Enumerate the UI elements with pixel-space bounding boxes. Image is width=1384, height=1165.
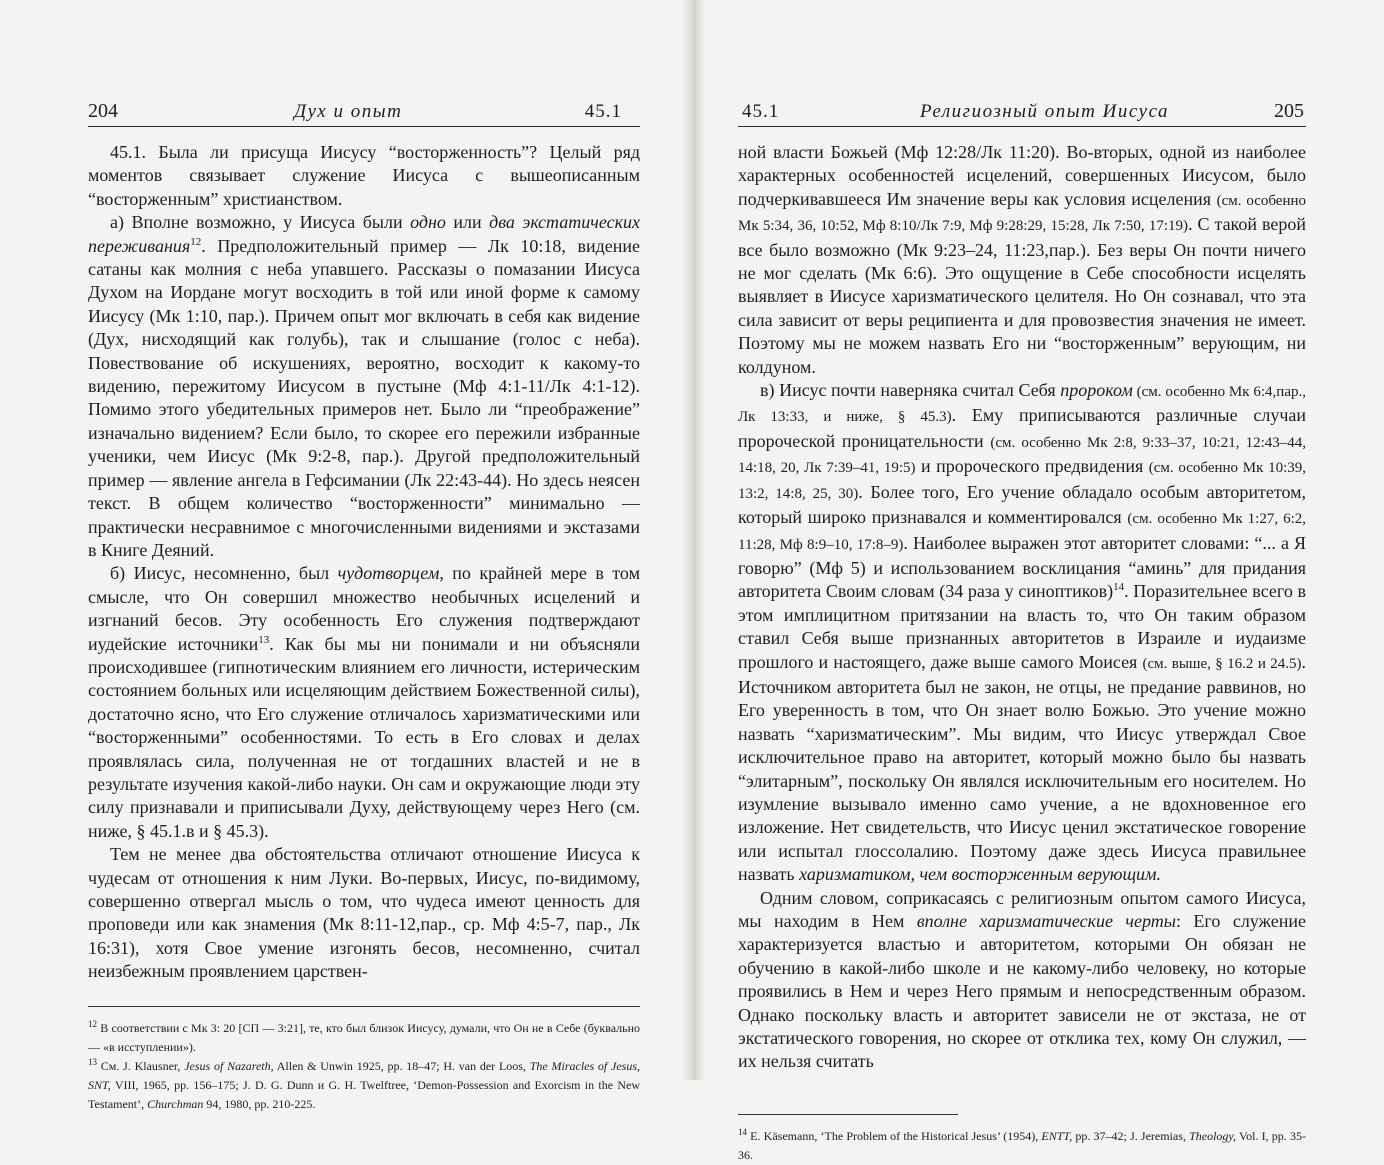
page-body (88, 141, 640, 984)
running-title: Религиозный опыт Иисуса (920, 101, 1170, 122)
paragraph: а) Вполне возможно, у Иисуса были одно или два экстатических переживания$^{12}$. Предположительный пример — Лк 10:18, видение сатаны как молния с неба упавшего. Рассказы о помазании Иисуса Духом на Иордане могут восходить в той или иной форме к самому Иисусу (Мк 1:10, пар.). Причем опыт мог включать в себя как видение (Дух, нисходящий как голубь), так и слышание (голос с неба). Повествование об искушениях, вероятно, восходит к какому-то видению, пережитому Иисусом в пустыне (Мф 4:1-11/Лк 4:1-12). Помимо этого убедительных примеров нет. Было ли “преображение” изначально видением? Если было, то скорее его пережили избранные ученики, чем Иисус (Мк 9:2-8, пар.). Другой предположительный пример — явление ангела в Гефсимании (Лк 22:43-44). Но здесь неясен текст. В общем количество “восторженности” минимально — практически несравнимое с многочисленными видениями и экстазами в Книге Деяний. (88, 212, 641, 560)
paragraph: Тем не менее два обстоятельства отличают отношение Иисуса к чудесам от отношения к ним Луки. Во-первых, Иисус, по-видимому, совершенно отвергал мысль о том, что чудеса имеют ценность для проповеди или как знамения (Мк 8:11-12,пар., ср. Мф 4:5-7, пар., Лк 16:31), хотя Свое умение изгонять бесов, несомненно, считал неизбежным проявлением царствен- (88, 844, 640, 982)
running-title: Дух и опыт (294, 101, 403, 122)
book-gutter (682, 0, 706, 1080)
right-page (738, 96, 1306, 1165)
page-number: 205 (1274, 100, 1304, 122)
footnote-ref[interactable]: 14 (1113, 581, 1125, 594)
footnote-ref[interactable]: 13 (258, 633, 270, 646)
footnote-divider (738, 1114, 958, 1115)
footnotes (88, 1019, 640, 1114)
left-page (88, 96, 640, 1114)
running-head-left (88, 96, 640, 127)
paragraph: ной власти Божьей (Мф 12:28/Лк 11:20). Во-вторых, одной из наиболее характерных особенностей исцелений, совершенных Иисусом, было подчеркивавшееся Им значение веры как условия исцеления (см. особенно Мк 5:34, 36, 10:52, Мф 8:10/Лк 7:9, Мф 9:28:29, 15:28, Лк 7:50, 17:19). С такой верой все было возможно (Мк 9:23–24, 11:23,пар.). Без веры Он почти ничего не мог сделать (Мк 6:6). Это ощущение в Себе способности исцелять выявляет в Иисусе харизматического целителя. Но Он сознавал, что эта сила зависит от веры реципиента и для провозвестия значения не имеет. Поэтому мы не можем назвать Его ни “восторженным” верующим, ни колдуном. (738, 142, 1306, 377)
paragraph: 45.1. Была ли присуща Иисусу “восторженность”? Целый ряд моментов связывает служение Иисуса с вышеописанным “восторженным” христианством. (88, 142, 640, 209)
section-marker: 45.1 (742, 101, 780, 122)
page-body (738, 141, 1306, 1074)
footnotes (738, 1127, 1306, 1165)
footnote-ref[interactable]: 12 (190, 235, 202, 248)
footnote: $^{14}$ E. Käsemann, ‘The Problem of the Historical Jesus’ (1954), ENTT, pp. 37–42; J. Jeremias, Theology, Vol. I, pp. 35-36. (738, 1126, 1306, 1162)
footnote-divider (88, 1006, 640, 1007)
running-head-right (738, 96, 1306, 127)
paragraph: Одним словом, соприкасаясь с религиозным опытом самого Иисуса, мы находим в Нем вполне харизматические черты: Его служение характеризуется властью и авторитетом, которыми Он обязан не обучению в какой-либо школе и не какому-либо человеку, но которые проявились в Нем и через Него прямым и непосредственным образом. Однако поскольку власть и авторитет зависели не от экстаза, не от экстатического говорения, но скорее от отклика тех, кому Он служил, — их нельзя считать (738, 887, 1307, 1072)
page-number: 204 (88, 100, 118, 122)
paragraph: б) Иисус, несомненно, был чудотворцем, по крайней мере в том смысле, что Он совершил множество необычных исцелений и изгнаний бесов. Эту особенность Его служения подтверждают иудейские источники$^{13}$. Как бы мы ни понимали и ни объясняли происходившее (гипнотическим влиянием его личности, истерическим состоянием больных или исцеляющим действием Божественной силы), достаточно ясно, что Его служение отличалось харизматическими или “восторженными” особенностями. То есть в Его словах и делах проявлялась сила, полученная не от тогдашних властей и не в результате изучения какой-либо науки. Он сам и окружающие люди эту силу признавали и приписывали Духу, действующему через Него (см. ниже, § 45.1.в и § 45.3). (88, 563, 640, 841)
footnote: $^{13}$ См. J. Klausner, Jesus of Nazareth, Allen & Unwin 1925, pp. 18–47; H. van der Loos, The Miracles of Jesus, SNT, VIII, 1965, pp. 156–175; J. D. G. Dunn и G. H. Twelftree, ‘Demon-Possession and Exorcism in the New Testament’, Churchman 94, 1980, pp. 210-225. (88, 1056, 641, 1111)
footnote: $^{12}$ В соответствии с Мк 3: 20 [СП — 3:21], те, кто был близок Иисусу, думали, что Он не в Себе (буквально — «в исступлении»). (88, 1018, 641, 1054)
section-marker: 45.1 (584, 101, 622, 122)
paragraph: в) Иисус почти наверняка считал Себя пророком (см. особенно Мк 6:4,пар., Лк 13:33, и ниже, § 45.3). Ему приписываются различные случаи пророческой проницательности (см. особенно Мк 2:8, 9:33–37, 10:21, 12:43–44, 14:18, 20, Лк 7:39–41, 19:5) и пророческого предвидения (см. особенно Мк 10:39, 13:2, 14:8, 25, 30). Более того, Его учение обладало особым авторитетом, который широко признавался и комментировался (см. особенно Мк 1:27, 6:2, 11:28, Мф 8:9–10, 17:8–9). Наиболее выражен этот авторитет словами: “... а Я говорю” (Мф 5) и использованием восклицания “аминь” для придания авторитета Своим словам (34 раза у синоптиков)$^{14}$. Поразительнее всего в этом имплицитном притязании на власть то, что Он таким образом ставил Себя выше признанных авторитетов в Израиле и иудаизме прошлого и настоящего, даже выше самого Моисея (см. выше, § 16.2 и 24.5). Источником авторитета был не закон, не отцы, не предание раввинов, но Его уверенность в том, что Он знает волю Божью. Это учение можно назвать “харизматическим”. Мы видим, что Иисус утверждал Свое исключительное право на авторитет, который можно было бы назвать “элитарным”, поскольку Он являлся исключительным его носителем. Но изумление вызывало именно само учение, а не вдохновенное его изложение. Нет свидетельств, что Иисус ценил экстатическое говорение или испытал глоссолалию. Поэтому даже здесь Иисуса правильнее назвать харизматиком, чем восторженным верующим. (738, 380, 1307, 885)
